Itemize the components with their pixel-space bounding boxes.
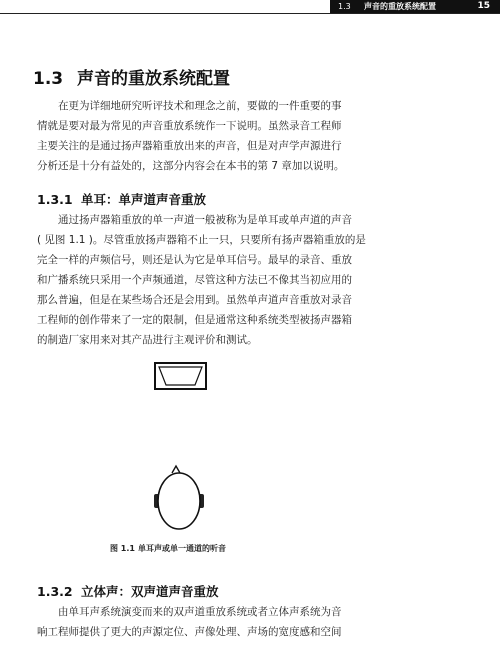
running-header-section-title: 声音的重放系统配置 xyxy=(364,2,436,11)
page-number: 15 xyxy=(477,1,490,11)
paragraph-line: 主要关注的是通过扬声器箱重放出来的声音，但是对声学声源进行 xyxy=(37,140,342,152)
paragraph-line: 的制造厂家用来对其产品进行主观评价和测试。 xyxy=(37,334,258,346)
subsection-heading-mono xyxy=(37,190,206,208)
paragraph-line: 完全一样的声频信号，则还是认为它是单耳信号。最早的录音、重放 xyxy=(37,254,352,266)
figure-caption-text: 单耳声或单一通道的听音 xyxy=(138,544,226,553)
paragraph-line: 分析还是十分有益处的，这部分内容会在本书的第 7 章加以说明。 xyxy=(37,160,345,172)
subsection-title: 立体声：双声道声音重放 xyxy=(81,584,219,599)
running-header-section-number: 1.3 xyxy=(338,2,351,11)
running-header xyxy=(0,0,500,14)
figure-mono-listening xyxy=(140,355,360,535)
paragraph-line: 响工程师提供了更大的声源定位、声像处理、声场的宽度感和空间 xyxy=(37,626,342,638)
subsection-heading-stereo xyxy=(37,582,219,600)
section-title: 声音的重放系统配置 xyxy=(77,69,230,89)
paragraph-line: 和广播系统只采用一个声频通道，尽管这种方法已不像其当初应用的 xyxy=(37,274,352,286)
running-header-bar xyxy=(330,0,500,13)
paragraph-line: 那么普遍，但是在某些场合还是会用到。虽然单声道声音重放对录音 xyxy=(37,294,352,306)
section-number: 1.3 xyxy=(33,69,64,89)
paragraph-line: ( 见图 1.1 )。尽管重放扬声器箱不止一只，只要所有扬声器箱重放的是 xyxy=(37,234,366,246)
paragraph-line: 工程师的创作带来了一定的限制，但是通常这种系统类型被扬声器箱 xyxy=(37,314,352,326)
subsection-number: 1.3.1 xyxy=(37,192,73,207)
paragraph-line: 由单耳声系统演变而来的双声道重放系统或者立体声系统为音 xyxy=(58,606,342,618)
subsection-title: 单耳：单声道声音重放 xyxy=(81,192,207,207)
figure-caption xyxy=(110,543,226,554)
stereo-paragraph xyxy=(37,602,458,642)
intro-paragraph xyxy=(37,96,458,176)
loudspeaker-icon xyxy=(155,363,206,389)
subsection-number: 1.3.2 xyxy=(37,584,73,599)
listener-head-icon xyxy=(154,466,204,529)
section-heading xyxy=(33,64,230,89)
paragraph-line: 在更为详细地研究听评技术和理念之前，要做的一件重要的事 xyxy=(58,100,342,112)
figure-label: 图 1.1 xyxy=(110,544,135,553)
paragraph-line: 情就是要对最为常见的声音重放系统作一下说明。虽然录音工程师 xyxy=(37,120,342,132)
paragraph-line: 通过扬声器箱重放的单一声道一般被称为是单耳或单声道的声音 xyxy=(58,214,352,226)
mono-paragraph xyxy=(37,210,458,350)
